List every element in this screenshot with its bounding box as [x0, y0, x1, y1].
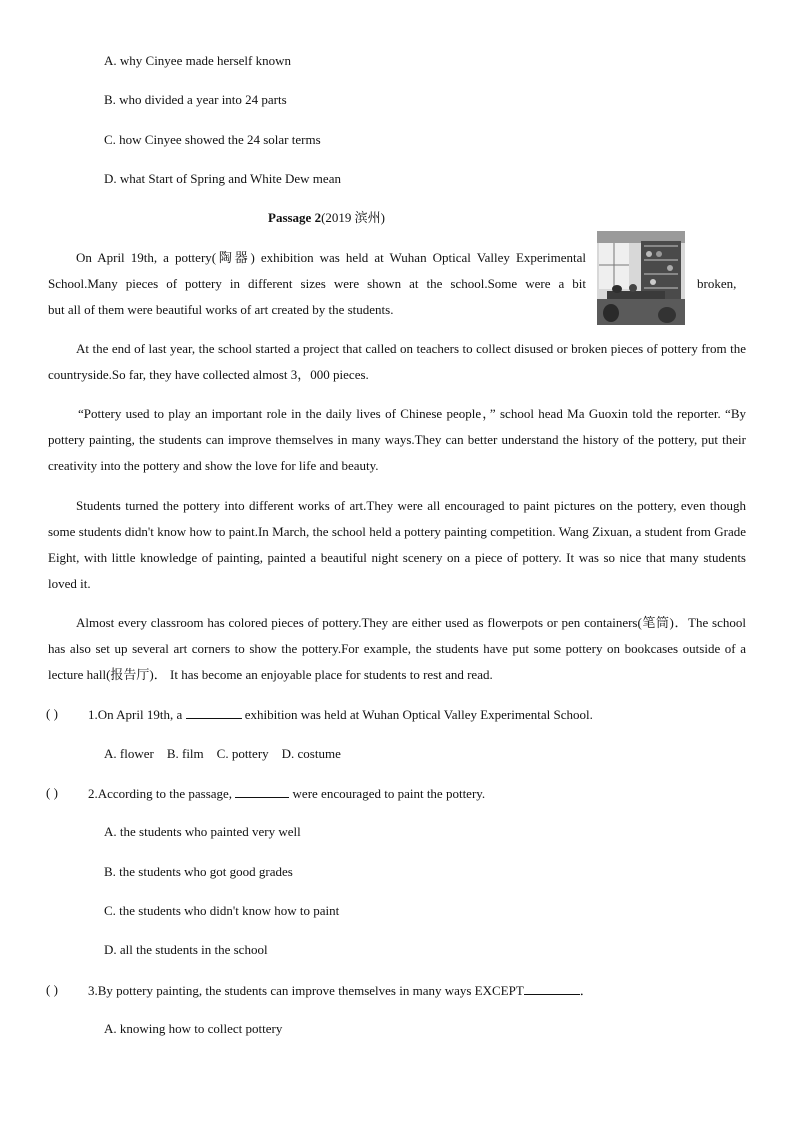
q3-stem: [88, 982, 593, 999]
q2-before: 2.According to the passage,: [88, 786, 233, 801]
q3-blank[interactable]: [524, 982, 580, 995]
q1-before: 1.On April 19th, a: [88, 707, 183, 722]
paragraph-3: [48, 401, 746, 479]
paragraph-3-text: “Pottery used to play an important role in the daily lives of Chinese people，” school head Ma Guoxin told the reporter. “By pottery painting, the students can improve themselves in many ways.They can better understand the history of the pottery, put their creativity into the pottery and show the love for life and beauty.: [48, 406, 746, 473]
paragraph-4-text: Students turned the pottery into different works of art.They were all encouraged to paint pictures on the pottery, even though some students didn't know how to paint.In March, the school held a pottery painting competition. Wang Zixuan, a student from Grade Eight, with little knowledge of painting, painted a beautiful night scenery on a piece of pottery. It was so nice that many students loved it.: [48, 498, 746, 591]
passage-title: [268, 210, 385, 226]
q1-answer-paren[interactable]: ( ): [46, 706, 58, 721]
q2-answer-paren[interactable]: ( ): [46, 785, 58, 800]
paragraph-5: [48, 610, 746, 688]
q2-blank[interactable]: [235, 785, 289, 798]
option-d: D. what Start of Spring and White Dew mean: [104, 171, 341, 186]
paragraph-4: [48, 493, 746, 597]
q2-stem: [88, 785, 485, 802]
paragraph-5-text: Almost every classroom has colored pieces of pottery.They are either used as flowerpots or pen containers(笔筒)．The school has also set up several art corners to show the pottery.For example, the students have put some pottery on bookcases outside of a lecture hall(报告厅)． It has become an enjoyable place for students to rest and read.: [48, 615, 746, 682]
q3-after: ．: [579, 983, 593, 998]
paragraph-2-text: At the end of last year, the school started a project that called on teachers to collect disused or broken pieces of pottery from the countryside.So far, they have collected almost 3，000 pieces.: [48, 341, 746, 382]
q3-before: 3.By pottery painting, the students can improve themselves in many ways EXCEPT: [88, 983, 524, 998]
p1-line1: On April 19th, a pottery(陶器) exhibition was held at Wuhan Optical Valley Experimental: [76, 250, 586, 265]
option-c: C. how Cinyee showed the 24 solar terms: [104, 132, 321, 147]
paragraph-2: [48, 336, 746, 388]
q3-answer-paren[interactable]: ( ): [46, 982, 58, 997]
q2-option-a: A. the students who painted very well: [104, 824, 301, 839]
p1-line2: School.Many pieces of pottery in different sizes were shown at the school.Some were a bit: [48, 276, 586, 291]
q2-after: were encouraged to paint the pottery.: [292, 786, 486, 801]
p1-line2-right: broken,: [697, 276, 737, 291]
option-b: B. who divided a year into 24 parts: [104, 92, 287, 107]
pottery-photo: [597, 231, 685, 325]
q2-option-c: C. the students who didn't know how to paint: [104, 903, 340, 918]
q2-option-b: B. the students who got good grades: [104, 864, 293, 879]
passage-title-label: Passage 2: [268, 210, 322, 225]
q1-blank[interactable]: [186, 706, 242, 719]
passage-source: (2019 滨州): [321, 210, 386, 225]
q1-stem: [88, 706, 593, 723]
option-a: A. why Cinyee made herself known: [104, 53, 292, 68]
q3-option-a: A. knowing how to collect pottery: [104, 1021, 283, 1036]
p1-line3: but all of them were beautiful works of art created by the students.: [48, 302, 394, 317]
q1-options: A. flower B. film C. pottery D. costume: [104, 746, 341, 761]
q2-option-d: D. all the students in the school: [104, 942, 268, 957]
q1-after: exhibition was held at Wuhan Optical Valley Experimental School.: [244, 707, 593, 722]
